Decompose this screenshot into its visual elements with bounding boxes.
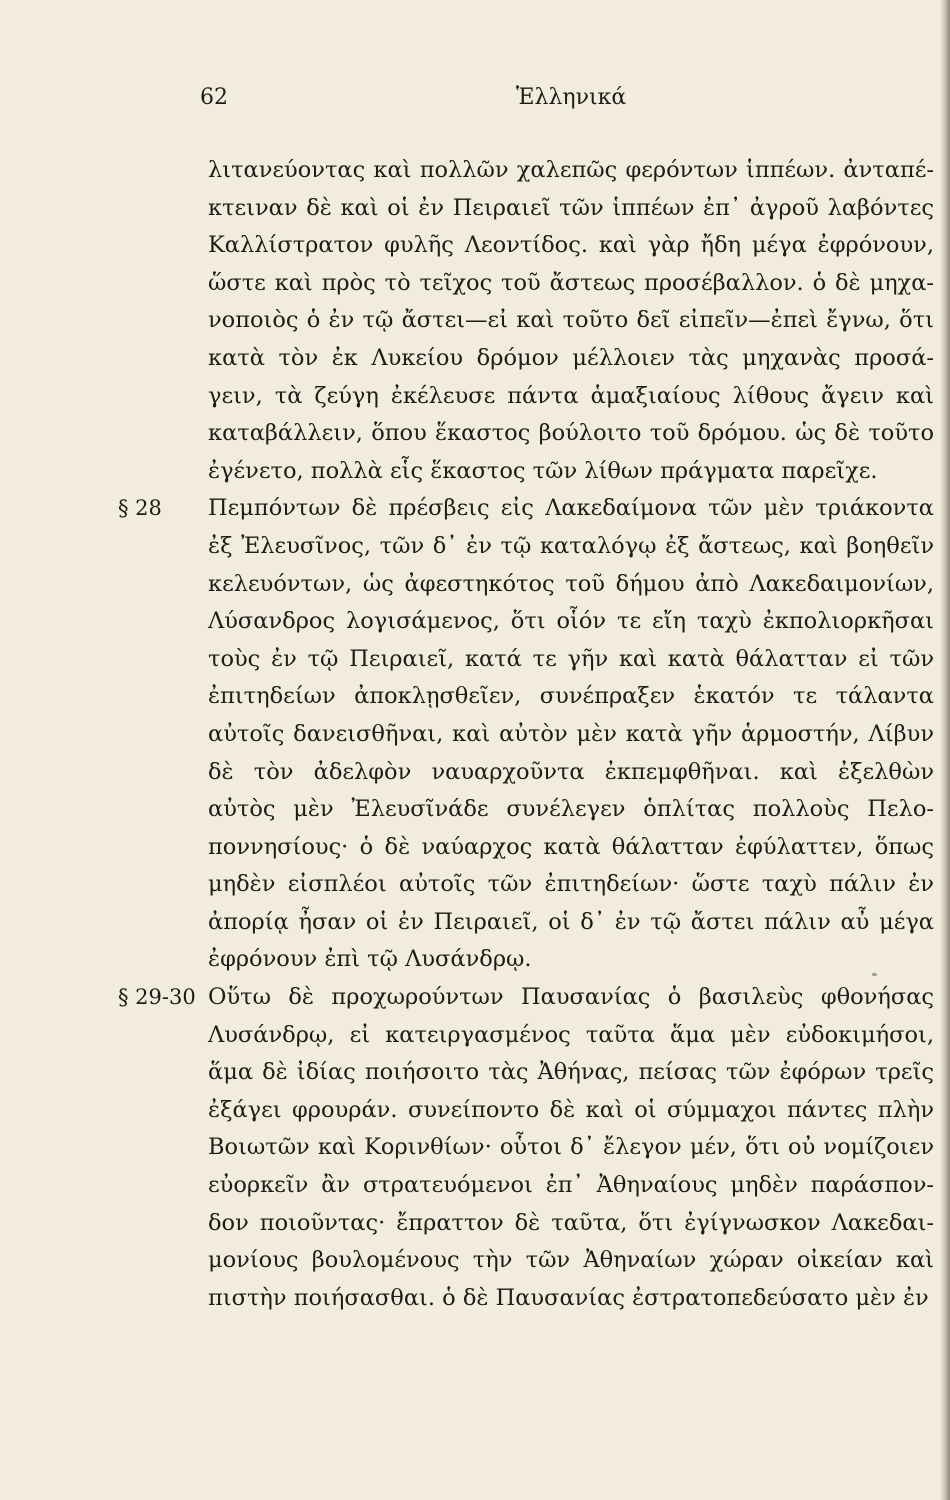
text-line: κελευόντων, ὡς ἀφεστηκότος τοῦ δήμου ἀπὸ Λακεδαιμονίων, [208,570,934,597]
running-title: Ἑλληνικά [516,85,627,110]
text-line: Πεμπόντων δὲ πρέσβεις εἰς Λακεδαίμονα τῶν μὲν τριάκοντα [208,495,934,522]
text-line: Καλλίστρατον φυλῆς Λεοντίδος. καὶ γὰρ ἤδη μέγα ἐφρόνουν, [208,232,934,259]
text-line: καταβάλλειν, ὅπου ἕκαστος βούλοιτο τοῦ δρόμου. ὡς δὲ τοῦτο [208,420,934,447]
text-line: πιστὴν ποιήσασθαι. ὁ δὲ Παυσανίας ἐστρατοπεδεύσατο μὲν ἐν [208,1284,929,1311]
text-line: Οὕτω δὲ προχωρούντων Παυσανίας ὁ βασιλεὺς φθονήσας [208,984,934,1011]
text-line: αὐτὸς μὲν Ἐλευσῖνάδε συνέλεγεν ὁπλίτας πολλοὺς Πελο- [208,796,934,823]
text-line: κατὰ τὸν ἐκ Λυκείου δρόμον μέλλοιεν τὰς μηχανὰς προσά- [208,344,934,371]
page-header [200,85,940,119]
text-line: γειν, τὰ ζεύγη ἐκέλευσε πάντα ἁμαξιαίους λίθους ἄγειν καὶ [208,382,934,409]
text-line: λιτανεύοντας καὶ πολλῶν χαλεπῶς φερόντων ἱππέων. ἀνταπέ- [208,157,934,183]
text-line: ἅμα δὲ ἰδίας ποιήσοιτο τὰς Ἀθήνας, πείσας τῶν ἐφόρων τρεῖς [208,1059,934,1086]
text-line: νοποιὸς ὁ ἐν τῷ ἄστει—εἰ καὶ τοῦτο δεῖ εἰπεῖν—ἐπεὶ ἔγνω, ὅτι [208,307,934,334]
text-line: Λύσανδρος λογισάμενος, ὅτι οἷόν τε εἴη ταχὺ ἐκπολιορκῆσαι [208,608,934,635]
ink-speck [872,973,877,976]
text-line: ἐφρόνουν ἐπὶ τῷ Λυσάνδρῳ. [208,946,532,973]
text-line: ἐπιτηδείων ἀποκλῃσθεῖεν, συνέπραξεν ἑκατόν τε τάλαντα [208,683,934,710]
page-edge [941,0,950,1500]
text-line: δὲ τὸν ἀδελφὸν ναυαρχοῦντα ἐκπεμφθῆναι. καὶ ἐξελθὼν [208,758,934,785]
text-line: εὐορκεῖν ἂν στρατευόμενοι ἐπ᾿ Ἀθηναίους μηδὲν παράσπον- [208,1172,934,1199]
text-line: Βοιωτῶν καὶ Κορινθίων· οὗτοι δ᾿ ἔλεγον μέν, ὅτι οὐ νομίζοιεν [208,1134,934,1161]
text-line: κτειναν δὲ καὶ οἱ ἐν Πειραιεῖ τῶν ἱππέων ἐπ᾿ ἀγροῦ λαβόντες [208,194,934,221]
body-text [208,152,934,1317]
section-marker: § 28 [118,496,162,521]
text-line: ἀπορίᾳ ἦσαν οἱ ἐν Πειραιεῖ, οἱ δ᾿ ἐν τῷ ἄστει πάλιν αὖ μέγα [208,908,934,935]
text-line: ἐξάγει φρουράν. συνείποντο δὲ καὶ οἱ σύμμαχοι πάντες πλὴν [208,1096,934,1123]
text-line: αὐτοῖς δανεισθῆναι, καὶ αὐτὸν μὲν κατὰ γῆν ἁρμοστήν, Λίβυν [208,720,934,747]
text-line: μονίους βουλομένους τὴν τῶν Ἀθηναίων χώραν οἰκείαν καὶ [208,1247,934,1274]
page-number: 62 [200,85,228,110]
text-line: ἐγένετο, πολλὰ εἷς ἕκαστος τῶν λίθων πράγματα παρεῖχε. [208,457,878,484]
text-line: δον ποιοῦντας· ἔπραττον δὲ ταῦτα, ὅτι ἐγίγνωσκον Λακεδαι- [208,1209,934,1236]
text-line: ἐξ Ἐλευσῖνος, τῶν δ᾿ ἐν τῷ καταλόγῳ ἐξ ἄστεως, καὶ βοηθεῖν [208,532,934,559]
text-line: μηδὲν εἰσπλέοι αὐτοῖς τῶν ἐπιτηδείων· ὥστε ταχὺ πάλιν ἐν [208,871,934,898]
text-line: Λυσάνδρῳ, εἰ κατειργασμένος ταῦτα ἅμα μὲν εὐδοκιμήσοι, [208,1021,934,1048]
text-line: τοὺς ἐν τῷ Πειραιεῖ, κατά τε γῆν καὶ κατὰ θάλατταν εἰ τῶν [208,645,934,672]
text-line: ποννησίους· ὁ δὲ ναύαρχος κατὰ θάλατταν ἐφύλαττεν, ὅπως [208,833,934,860]
text-line: ὥστε καὶ πρὸς τὸ τεῖχος τοῦ ἄστεως προσέβαλλον. ὁ δὲ μηχα- [208,269,934,296]
section-marker: § 29-30 [118,985,196,1010]
